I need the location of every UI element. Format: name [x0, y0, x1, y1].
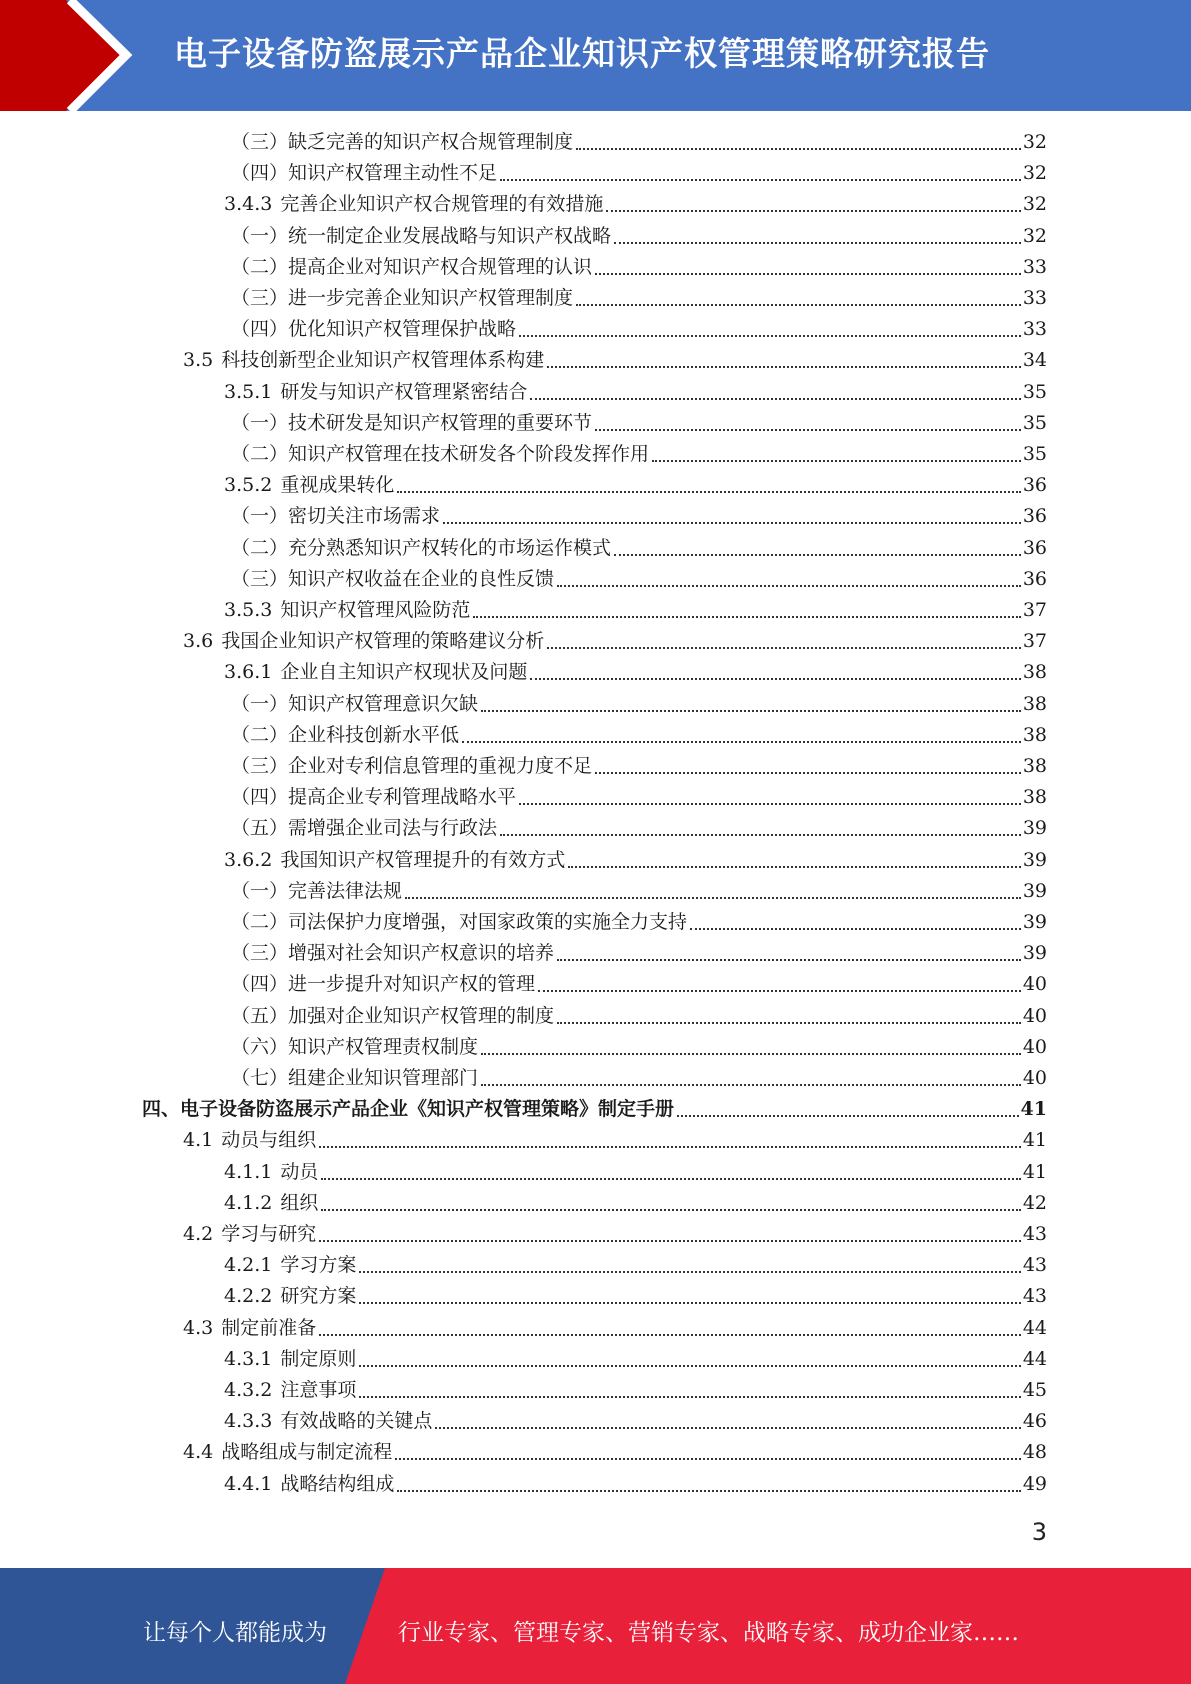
toc-entry[interactable] — [224, 1375, 1047, 1406]
toc-entry-page: 48 — [1022, 1441, 1047, 1464]
toc-leader-dots — [547, 646, 1021, 649]
toc-entry-title — [231, 533, 611, 564]
toc-entry-title — [183, 1313, 316, 1344]
toc-leader-dots — [359, 1301, 1020, 1304]
toc-entry-number: 3.5.2 — [224, 474, 273, 497]
toc-entry-page: 38 — [1022, 692, 1047, 715]
toc-entry-page: 39 — [1022, 879, 1047, 902]
toc-leader-dots — [319, 1145, 1021, 1148]
toc-entry[interactable] — [231, 221, 1047, 252]
toc-entry[interactable] — [231, 439, 1047, 470]
toc-leader-dots — [359, 1364, 1020, 1367]
toc-entry-page: 40 — [1022, 1004, 1047, 1027]
toc-entry[interactable] — [224, 1344, 1047, 1375]
toc-entry-text: 我国企业知识产权管理的策略建议分析 — [221, 630, 545, 653]
toc-leader-dots — [576, 147, 1021, 150]
toc-entry[interactable] — [224, 595, 1047, 626]
toc-entry-text: （二）充分熟悉知识产权转化的市场运作模式 — [231, 536, 612, 559]
toc-entry[interactable] — [224, 657, 1047, 688]
toc-entry-text: 完善企业知识产权合规管理的有效措施 — [280, 193, 604, 216]
toc-entry-text: 研究方案 — [280, 1285, 357, 1308]
toc-entry-page: 32 — [1022, 193, 1047, 216]
toc-entry-text: （一）完善法律法规 — [231, 879, 403, 902]
toc-entry-page: 44 — [1022, 1347, 1047, 1370]
toc-leader-dots — [530, 397, 1020, 400]
toc-entry-text: 研发与知识产权管理紧密结合 — [280, 380, 528, 403]
toc-leader-dots — [397, 490, 1020, 493]
toc-entry[interactable] — [183, 1437, 1047, 1468]
toc-entry[interactable] — [231, 969, 1047, 1000]
toc-entry-title — [231, 252, 592, 283]
toc-entry-title — [224, 189, 603, 220]
toc-entry-number: 3.6.1 — [224, 661, 273, 684]
toc-entry[interactable] — [231, 720, 1047, 751]
toc-entry-title — [183, 1125, 316, 1156]
toc-leader-dots — [568, 865, 1020, 868]
toc-entry-title — [224, 1281, 356, 1312]
toc-entry-page: 32 — [1022, 162, 1047, 185]
toc-entry[interactable] — [231, 127, 1047, 158]
toc-entry-title — [231, 751, 592, 782]
toc-entry-page: 37 — [1022, 630, 1047, 653]
toc-entry[interactable] — [183, 1313, 1047, 1344]
toc-leader-dots — [595, 272, 1021, 275]
toc-entry-page: 39 — [1022, 817, 1047, 840]
toc-entry-title — [231, 938, 554, 969]
toc-entry-page: 43 — [1022, 1285, 1047, 1308]
toc-entry-number: 4.2.2 — [224, 1285, 273, 1308]
toc-entry-page: 41 — [1022, 1129, 1047, 1152]
toc-entry-title — [224, 657, 527, 688]
toc-entry-page: 37 — [1022, 599, 1047, 621]
toc-entry-title — [231, 969, 535, 1000]
toc-entry[interactable] — [224, 377, 1047, 408]
toc-entry[interactable] — [224, 189, 1047, 220]
toc-entry-title — [231, 314, 516, 345]
toc-entry-text: 重视成果转化 — [280, 474, 395, 497]
toc-entry-title — [224, 1406, 432, 1437]
toc-leader-dots — [519, 334, 1021, 337]
toc-entry[interactable] — [231, 564, 1047, 595]
toc-entry-title — [231, 158, 497, 189]
toc-entry-page: 38 — [1022, 786, 1047, 809]
toc-entry-title — [224, 595, 470, 626]
toc-entry-title — [183, 345, 544, 376]
toc-entry-number: 4.4 — [183, 1441, 214, 1464]
toc-entry-number: 3.6.2 — [224, 848, 273, 871]
toc-entry[interactable] — [231, 782, 1047, 813]
toc-entry-page: 44 — [1022, 1316, 1047, 1339]
toc-entry-text: （二）企业科技创新水平低 — [231, 723, 460, 746]
toc-entry-title — [231, 127, 573, 158]
toc-leader-dots — [595, 428, 1021, 431]
toc-entry-text: （一）密切关注市场需求 — [231, 505, 441, 528]
toc-entry[interactable] — [231, 907, 1047, 938]
toc-entry[interactable] — [224, 1406, 1047, 1437]
toc-leader-dots — [359, 1270, 1020, 1273]
toc-entry-text: 学习与研究 — [221, 1223, 317, 1245]
toc-entry-number: 4.1.1 — [224, 1160, 273, 1183]
toc-entry-text: （二）司法保护力度增强，对国家政策的实施全力支持 — [231, 911, 688, 933]
toc-entry[interactable] — [231, 408, 1047, 439]
toc-entry-page: 41 — [1020, 1098, 1047, 1121]
toc-leader-dots — [321, 1177, 1020, 1180]
toc-entry-text: （三）缺乏完善的知识产权合规管理制度 — [231, 131, 574, 153]
page-footer — [0, 1568, 1191, 1684]
toc-entry-text: （三）进一步完善企业知识产权管理制度 — [231, 287, 574, 309]
toc-entry-number: 4.1 — [183, 1129, 214, 1152]
toc-entry-text: 我国知识产权管理提升的有效方式 — [280, 848, 566, 871]
toc-entry[interactable] — [231, 314, 1047, 345]
toc-leader-dots — [462, 740, 1021, 743]
header-arrow-graphic — [0, 0, 160, 111]
toc-entry-title — [231, 1001, 554, 1032]
toc-entry-number: 4.3.2 — [224, 1379, 273, 1401]
toc-entry-page: 40 — [1022, 1035, 1047, 1058]
toc-entry-page: 43 — [1022, 1223, 1047, 1245]
toc-entry-page: 33 — [1022, 287, 1047, 309]
toc-entry-title — [224, 1344, 356, 1375]
page-number: 3 — [1031, 1518, 1047, 1546]
toc-entry-title — [183, 626, 544, 657]
toc-leader-dots — [557, 584, 1021, 587]
toc-leader-dots — [614, 241, 1021, 244]
toc-leader-dots — [321, 1208, 1020, 1211]
toc-entry-page: 36 — [1022, 505, 1047, 528]
toc-entry[interactable] — [224, 1250, 1047, 1281]
toc-entry-page: 33 — [1022, 255, 1047, 278]
toc-entry-page: 45 — [1022, 1379, 1047, 1401]
toc-entry-title — [231, 782, 516, 813]
toc-entry[interactable] — [224, 1157, 1047, 1188]
toc-entry-number: 4.3.1 — [224, 1347, 273, 1370]
toc-entry-title — [231, 501, 440, 532]
toc-leader-dots — [614, 553, 1021, 556]
toc-entry-title — [231, 689, 478, 720]
toc-entry-title — [224, 470, 394, 501]
toc-entry-text: 学习方案 — [280, 1254, 357, 1277]
toc-entry-text: （六）知识产权管理责权制度 — [231, 1035, 479, 1058]
toc-entry-page: 32 — [1022, 224, 1047, 247]
toc-leader-dots — [595, 771, 1021, 774]
toc-entry[interactable] — [231, 283, 1047, 314]
toc-entry[interactable] — [231, 252, 1047, 283]
toc-leader-dots — [397, 1489, 1020, 1492]
toc-entry[interactable] — [231, 1001, 1047, 1032]
toc-entry-number: 4.1.2 — [224, 1191, 273, 1214]
toc-entry[interactable] — [224, 1188, 1047, 1219]
toc-entry-title — [224, 1469, 394, 1500]
toc-leader-dots — [481, 1083, 1021, 1086]
toc-leader-dots — [481, 709, 1021, 712]
toc-leader-dots — [405, 896, 1021, 899]
toc-leader-dots — [481, 1052, 1021, 1055]
toc-entry-text: （四）进一步提升对知识产权的管理 — [231, 973, 536, 996]
toc-entry-text: （四）优化知识产权管理保护战略 — [231, 318, 517, 341]
toc-entry-number: 3.5.3 — [224, 599, 273, 621]
toc-entry-page: 38 — [1022, 661, 1047, 684]
toc-leader-dots — [500, 833, 1021, 836]
toc-entry-page: 46 — [1022, 1410, 1047, 1433]
toc-entry[interactable] — [231, 689, 1047, 720]
toc-entry-title — [231, 720, 459, 751]
toc-entry-title — [231, 876, 402, 907]
toc-entry[interactable] — [183, 345, 1047, 376]
toc-entry-title — [224, 377, 527, 408]
toc-entry-page: 35 — [1022, 443, 1047, 465]
toc-entry[interactable] — [231, 1032, 1047, 1063]
toc-entry-page: 40 — [1022, 973, 1047, 996]
toc-entry-title — [231, 813, 497, 844]
toc-entry-text: （二）知识产权管理在技术研发各个阶段发挥作用 — [231, 443, 650, 465]
toc-entry-text: （五）加强对企业知识产权管理的制度 — [231, 1004, 555, 1027]
toc-entry-text: 四、电子设备防盗展示产品企业《知识产权管理策略》制定手册 — [142, 1098, 675, 1121]
toc-entry[interactable] — [183, 1125, 1047, 1156]
toc-entry-page: 33 — [1022, 318, 1047, 341]
toc-entry-number: 3.5.1 — [224, 380, 273, 403]
toc-entry-page: 36 — [1022, 474, 1047, 497]
toc-entry-page: 35 — [1022, 411, 1047, 434]
toc-entry-text: 制定前准备 — [221, 1316, 317, 1339]
toc-leader-dots — [538, 989, 1021, 992]
toc-entry-text: 制定原则 — [280, 1347, 357, 1370]
toc-entry-text: 企业自主知识产权现状及问题 — [280, 661, 528, 684]
toc-entry-page: 36 — [1022, 567, 1047, 590]
toc-leader-dots — [359, 1395, 1020, 1398]
toc-entry-text: （三）增强对社会知识产权意识的培养 — [231, 942, 555, 965]
toc-entry-page: 43 — [1022, 1254, 1047, 1277]
toc-entry-page: 49 — [1022, 1472, 1047, 1495]
toc-entry-text: （四）提高企业专利管理战略水平 — [231, 786, 517, 809]
toc-entry-title — [224, 1375, 356, 1406]
toc-entry-title — [224, 1188, 318, 1219]
toc-leader-dots — [500, 178, 1021, 181]
toc-entry-page: 38 — [1022, 723, 1047, 746]
toc-entry-title — [183, 1219, 316, 1250]
footer-slogan-left: 让每个人都能成为 — [143, 1620, 327, 1646]
toc-entry-text: 组织 — [280, 1191, 319, 1214]
toc-entry-title — [224, 845, 565, 876]
toc-entry-number: 4.4.1 — [224, 1472, 273, 1495]
toc-entry[interactable] — [231, 533, 1047, 564]
toc-entry-page: 39 — [1022, 942, 1047, 965]
toc-entry-page: 35 — [1022, 380, 1047, 403]
toc-leader-dots — [557, 1021, 1021, 1024]
footer-slogan-right: 行业专家、管理专家、营销专家、战略专家、成功企业家…… — [398, 1620, 1019, 1646]
toc-entry-title — [224, 1250, 356, 1281]
toc-entry-number: 4.2.1 — [224, 1254, 273, 1277]
toc-entry[interactable] — [142, 1094, 1047, 1125]
toc-entry[interactable] — [183, 626, 1047, 657]
toc-entry-title — [231, 439, 649, 470]
toc-entry-title — [142, 1094, 674, 1125]
toc-entry-title — [231, 221, 611, 252]
toc-entry-title — [224, 1157, 318, 1188]
header-title: 电子设备防盗展示产品企业知识产权管理策略研究报告 — [174, 34, 990, 73]
toc-entry-page: 39 — [1022, 911, 1047, 933]
toc-entry-text: 有效战略的关键点 — [280, 1410, 433, 1433]
toc-leader-dots — [652, 459, 1021, 462]
toc-entry-text: （三）知识产权收益在企业的良性反馈 — [231, 567, 555, 590]
toc-entry-text: （一）技术研发是知识产权管理的重要环节 — [231, 411, 593, 434]
toc-leader-dots — [547, 365, 1021, 368]
toc-entry-title — [231, 283, 573, 314]
toc-entry-text: （一）知识产权管理意识欠缺 — [231, 692, 479, 715]
toc-entry-text: （四）知识产权管理主动性不足 — [231, 162, 498, 185]
toc-entry-title — [231, 564, 554, 595]
toc-entry-text: （七）组建企业知识管理部门 — [231, 1067, 479, 1089]
toc-entry[interactable] — [183, 1219, 1047, 1250]
toc-entry-title — [231, 1032, 478, 1063]
toc-entry-page: 41 — [1022, 1160, 1047, 1183]
toc-entry-text: 动员与组织 — [221, 1129, 317, 1152]
toc-entry[interactable] — [231, 1063, 1047, 1094]
toc-entry-page: 40 — [1022, 1067, 1047, 1089]
toc-leader-dots — [473, 615, 1020, 618]
toc-entry[interactable] — [224, 1469, 1047, 1500]
toc-entry-text: 动员 — [280, 1160, 319, 1183]
toc-entry[interactable] — [231, 501, 1047, 532]
toc-leader-dots — [319, 1333, 1021, 1336]
toc-leader-dots — [690, 927, 1021, 930]
toc-leader-dots — [576, 303, 1021, 306]
toc-entry-text: 知识产权管理风险防范 — [280, 599, 471, 621]
toc-entry-page: 42 — [1022, 1191, 1047, 1214]
toc-leader-dots — [319, 1239, 1021, 1242]
toc-entry[interactable] — [224, 1281, 1047, 1312]
toc-entry-text: 战略组成与制定流程 — [221, 1441, 393, 1464]
toc-leader-dots — [443, 521, 1021, 524]
toc-entry[interactable] — [231, 938, 1047, 969]
toc-entry-text: 科技创新型企业知识产权管理体系构建 — [221, 349, 545, 372]
toc-entry-number: 3.5 — [183, 349, 214, 372]
page-header — [0, 0, 1191, 111]
toc-entry-number: 4.3 — [183, 1316, 214, 1339]
toc-leader-dots — [435, 1426, 1020, 1429]
toc-leader-dots — [395, 1457, 1021, 1460]
toc-entry[interactable] — [231, 158, 1047, 189]
toc-entry-number: 4.2 — [183, 1223, 214, 1245]
toc-entry-page: 39 — [1022, 848, 1047, 871]
toc-leader-dots — [519, 802, 1021, 805]
toc-entry-page: 32 — [1022, 131, 1047, 153]
toc-leader-dots — [530, 677, 1020, 680]
toc-entry-page: 36 — [1022, 536, 1047, 559]
toc-entry[interactable] — [224, 470, 1047, 501]
toc-entry-text: 战略结构组成 — [280, 1472, 395, 1495]
toc-entry-page: 38 — [1022, 755, 1047, 777]
toc-entry-title — [231, 1063, 478, 1094]
toc-entry-text: （三）企业对专利信息管理的重视力度不足 — [231, 755, 593, 777]
toc-entry-title — [231, 408, 592, 439]
toc-entry[interactable] — [231, 751, 1047, 782]
toc-entry-number: 3.4.3 — [224, 193, 273, 216]
toc-entry-title — [183, 1437, 392, 1468]
toc-leader-dots — [677, 1114, 1019, 1117]
toc-entry[interactable] — [231, 813, 1047, 844]
toc-entry-title — [231, 907, 687, 938]
toc-entry[interactable] — [224, 845, 1047, 876]
toc-entry-number: 4.3.3 — [224, 1410, 273, 1433]
toc-entry-text: （一）统一制定企业发展战略与知识产权战略 — [231, 224, 612, 247]
toc-entry-number: 3.6 — [183, 630, 214, 653]
toc-entry-text: （五）需增强企业司法与行政法 — [231, 817, 498, 840]
toc-entry-text: （二）提高企业对知识产权合规管理的认识 — [231, 255, 593, 278]
toc-entry-page: 34 — [1022, 349, 1047, 372]
toc-leader-dots — [606, 209, 1020, 212]
toc-entry[interactable] — [231, 876, 1047, 907]
toc-leader-dots — [557, 958, 1021, 961]
toc-entry-text: 注意事项 — [280, 1379, 357, 1401]
